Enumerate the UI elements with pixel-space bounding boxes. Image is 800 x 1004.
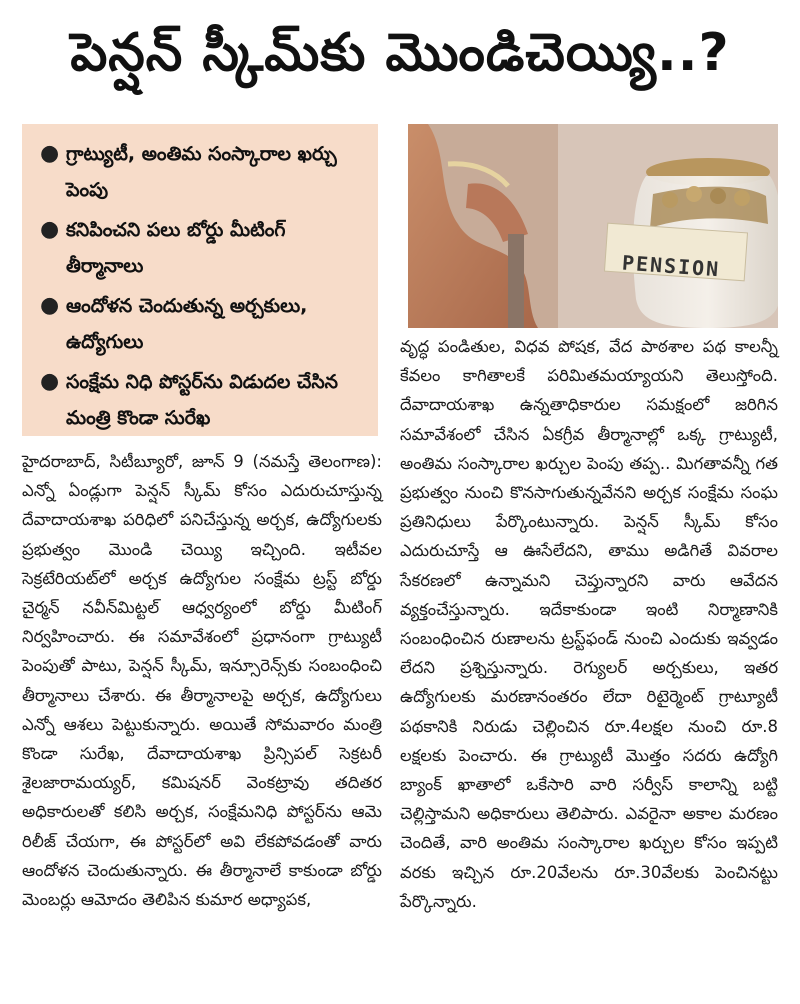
article-paragraph: వృద్ధ పండితుల, విధవ పోషక, వేద పాఠశాల పథ కాలన్నీ కేవలం కాగితాలకే పరిమితమయ్యాయని తెలుస్తోంది. దేవాదాయశాఖ ఉన్నతాధికారుల సమక్షంలో జరిగిన సమావేశంలో చేసిన ఏకగ్రీవ తీర్మానాల్లో ఒక్క గ్రాట్యుటీ, అంతిమ సంస్కారాల ఖర్చుల పెంపు తప్ప.. మిగతావన్నీ గత ప్రభుత్వం నుంచి కొనసాగుతున్నవేనని అర్చక సంక్షేమ సంఘ ప్రతినిధులు పేర్కొంటున్నారు. పెన్షన్ స్కీమ్ కోసం ఎదురుచూస్తే ఆ ఊసేలేదని, తాము అడిగితే వివరాల సేకరణలో ఉన్నామని చెప్తున్నారని వారు ఆవేదన వ్యక్తంచేస్తున్నారు. ఇదేకాకుండా ఇంటి నిర్మాణానికి సంబంధించిన రుణాలను ట్రస్ట్‌ఫండ్ నుంచి ఎందుకు ఇవ్వడం లేదని ప్రశ్నిస్తున్నారు. రెగ్యులర్ అర్చకులు, ఇతర ఉద్యోగులకు మరణానంతరం లేదా రిటైర్మెంట్ గ్రాట్యూటీ పథకానికి నిరుడు చెల్లించిన రూ.4లక్షల నుంచి రూ.8 లక్షలకు పెంచారు. ఈ గ్రాట్యుటీ మొత్తం సదరు ఉద్యోగి బ్యాంక్ ఖాతాలో ఒకేసారి వారి సర్వీస్ కాలాన్ని బట్టి చెల్లిస్తామని అధికారులు తెలిపారు. ఎవరైనా అకాల మరణం చెందితే, వారి అంతిమ సంస్కారాల ఖర్చుల కోసం ఇప్పటి వరకు ఇచ్చిన రూ.20వేలను రూ.30వేలకు పెంచినట్టు పేర్కొన్నారు.	[400, 337, 778, 911]
highlight-text: కనిపించని పలు బోర్డు మీటింగ్ తీర్మానాలు	[66, 219, 286, 277]
article-paragraph: హైదరాబాద్, సిటీబ్యూరో, జూన్ 9 (నమస్తే తెలంగాణ): ఎన్నో ఏండ్లుగా పెన్షన్ స్కీమ్ కోసం ఎదురుచూస్తున్న దేవాదాయశాఖ పరిధిలో పనిచేస్తున్న అర్చక, ఉద్యోగులకు ప్రభుత్వం మొండి చెయ్యి ఇచ్చింది. ఇటీవల సెక్రటేరియట్‌లో అర్చక ఉద్యోగుల సంక్షేమ ట్రస్ట్ బోర్డు చైర్మన్ నవీన్‌మిట్టల్ ఆధ్వర్యంలో బోర్డు మీటింగ్ నిర్వహించారు. ఈ సమావేశంలో ప్రధానంగా గ్రాట్యుటీ పెంపుతో పాటు, పెన్షన్ స్కీమ్, ఇన్సూరెన్స్‌కు సంబంధించి తీర్మానాలు చేశారు. ఈ తీర్మానాలపై అర్చక, ఉద్యోగులు ఎన్నో ఆశలు పెట్టుకున్నారు. అయితే సోమవారం మంత్రి కొండా సురేఖ, దేవాదాయశాఖ ప్రిన్సిపల్ సెక్రటరీ శైలజారామయ్యర్, కమిషనర్ వెంకట్రావు తదితర అధికారులతో కలిసి అర్చక, సంక్షేమనిధి పోస్టర్‌ను ఆమె రిలీజ్ చేయగా, ఈ పోస్టర్‌లో అవి లేకపోవడంతో వారు ఆందోళన చెందుతున్నారు. ఈ తీర్మానాలే కాకుండా బోర్డు మెంబర్లు ఆమోదం తెలిపిన కుమార అధ్యాపక,	[22, 452, 382, 910]
bullet-icon: ●	[40, 293, 60, 318]
bullet-icon: ●	[40, 141, 60, 166]
jar-label: PENSION	[621, 250, 722, 282]
highlight-item	[40, 212, 364, 284]
article-column-left	[22, 447, 382, 914]
photo-illustration	[408, 124, 778, 328]
bullet-icon: ●	[40, 217, 60, 242]
highlight-item	[40, 288, 364, 360]
bullet-icon: ●	[40, 369, 60, 394]
headline: పెన్షన్ స్కీమ్‌కు మొండిచెయ్యి..?	[70, 22, 730, 83]
highlight-text: ఆందోళన చెందుతున్న అర్చకులు, ఉద్యోగులు	[66, 295, 308, 353]
highlight-text: గ్రాట్యుటీ, అంతిమ సంస్కారాల ఖర్చు పెంపు	[66, 143, 337, 201]
highlight-text: సంక్షేమ నిధి పోస్టర్‌ను విడుదల చేసిన మంత్రి కొండా సురేఖ	[66, 371, 339, 429]
highlight-item	[40, 136, 364, 208]
highlights-box	[22, 124, 378, 436]
article-column-right	[400, 332, 778, 916]
highlight-item	[40, 364, 364, 436]
pension-jar-photo	[408, 124, 778, 328]
